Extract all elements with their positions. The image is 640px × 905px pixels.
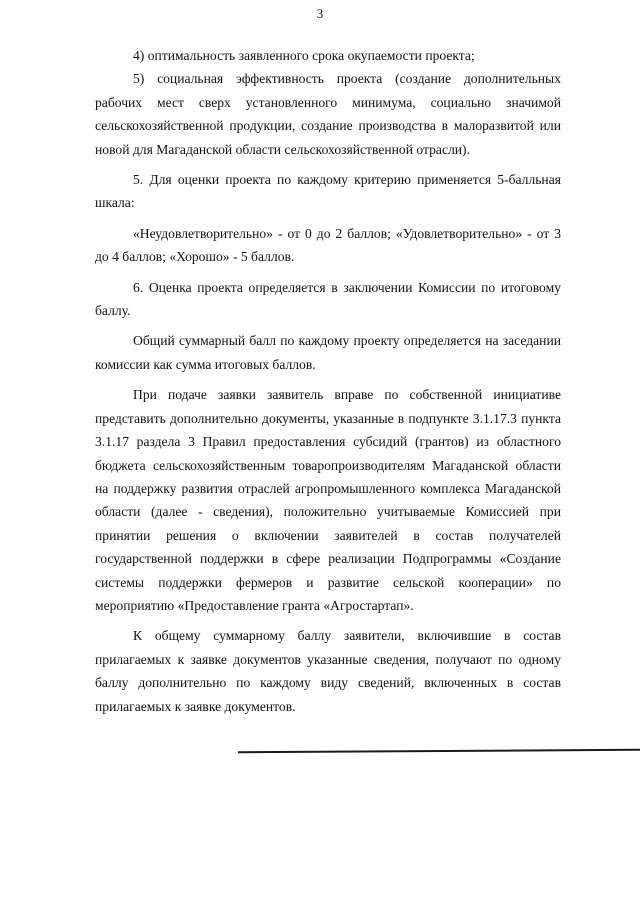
paragraph-total-score: Общий суммарный балл по каждому проекту определяется на заседании комиссии как сумма итоговых баллов. [95,333,561,372]
page-number: 3 [316,6,324,21]
paragraph-bonus-points: К общему суммарному баллу заявители, включившие в состав прилагаемых к заявке документов указанные сведения, получают по одному баллу дополнительно по каждому виду сведений, включенных в состав прилагаемых к заявке документов. [95,628,561,714]
paragraph-criterion-4: 4) оптимальность заявленного срока окупаемости проекта; [133,48,475,63]
paragraph-scale-values: «Неудовлетворительно» - от 0 до 2 баллов; «Удовлетворительно» - от 3 до 4 баллов; «Хорошо» - 5 баллов. [95,225,561,265]
paragraph-additional-documents: При подаче заявки заявитель вправе по собственной инициативе представить дополнительно документы, указанные в подпункте 3.1.17.3 пункта 3.1.17 раздела 3 Правил предоставления субсидий (грантов) из областного бюджета сельскохозяйственным товаропроизводителям Магаданской области на поддержку развития отраслей агропромышленного комплекса Магаданской области (далее - сведения), положительно учитываемые Комиссией при принятии решения о включении заявителей в состав получателей государственной поддержки в сфере реализации Подпрограммы «Создание системы поддержки фермеров и развитие сельской кооперации» по мероприятию «Предоставление гранта «Агростартап». [95,387,561,613]
paragraph-criterion-5: 5) социальная эффективность проекта (создание дополнительных рабочих мест сверх установленного минимума, социально значимой сельскохозяйственной продукции, создание производства в малоразвитой или новой для Магаданской области сельскохозяйственной отрасли). [95,71,561,157]
paragraph-scale-intro: 5. Для оценки проекта по каждому критерию применяется 5-балльная шкала: [95,172,561,211]
bottom-divider-line [238,749,640,753]
paragraph-final-score: 6. Оценка проекта определяется в заключении Комиссии по итоговому баллу. [95,279,561,319]
document-body [95,44,561,725]
